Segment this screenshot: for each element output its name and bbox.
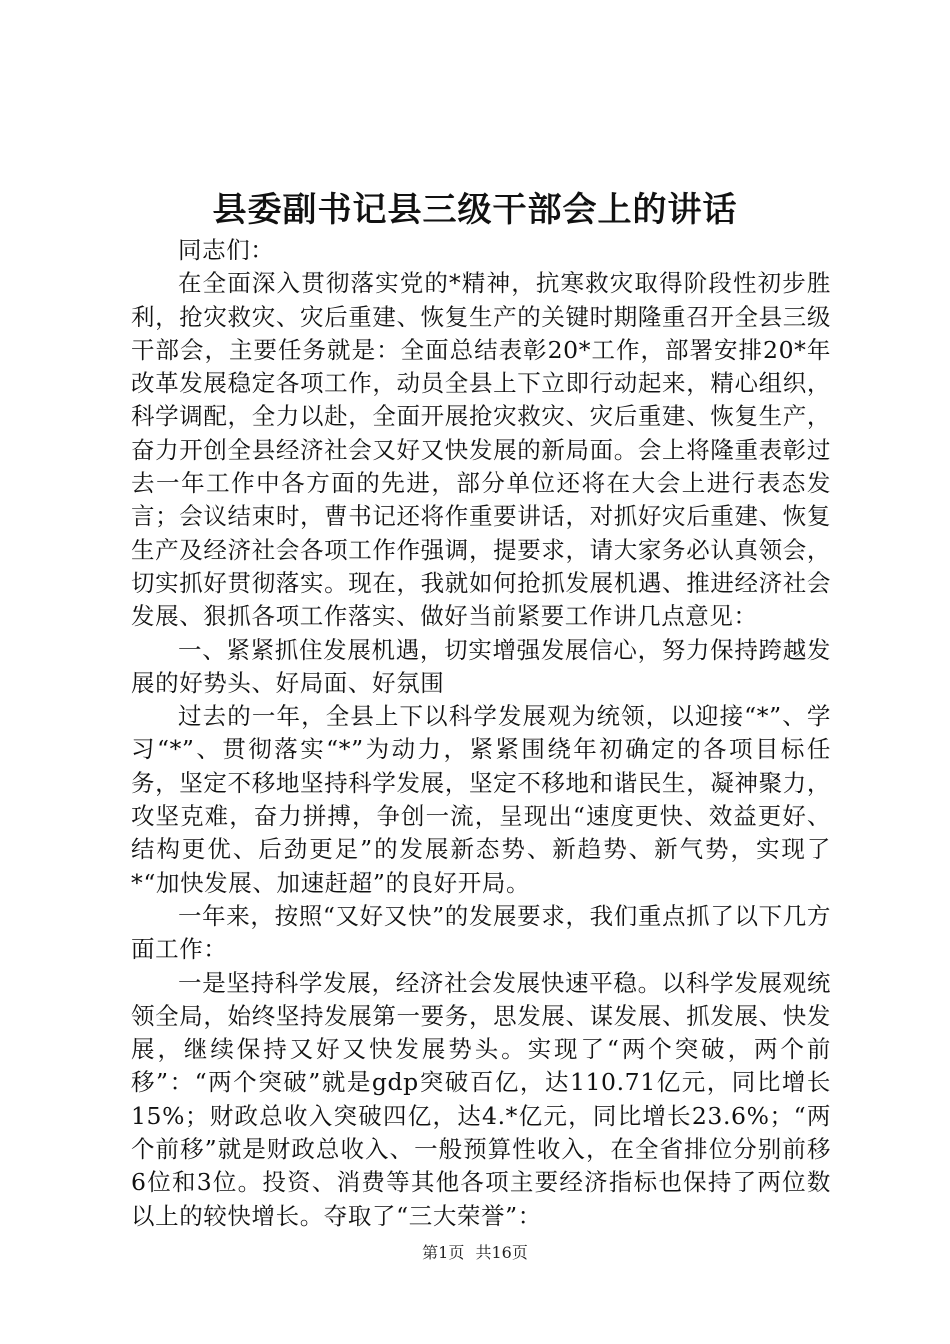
page-footer (0, 1241, 950, 1265)
body-paragraph: 在全面深入贯彻落实党的*精神，抗寒救灾取得阶段性初步胜利，抢灾救灾、灾后重建、恢复生产的关键时期隆重召开全县三级干部会，主要任务就是：全面总结表彰20*工作，部署安排20*年改革发展稳定各项工作，动员全县上下立即行动起来，精心组织，科学调配，全力以赴，全面开展抢灾救灾、灾后重建、恢复生产，奋力开创全县经济社会又好又快发展的新局面。会上将隆重表彰过去一年工作中各方面的先进，部分单位还将在大会上进行表态发言；会议结束时，曹书记还将作重要讲话，对抓好灾后重建、恢复生产及经济社会各项工作作强调，提要求，请大家务必认真领会，切实抓好贯彻落实。现在，我就如何抢抓发展机遇、推进经济社会发展、狠抓各项工作落实、做好当前紧要工作讲几点意见： (131, 269, 831, 631)
page-number: 第1页 (422, 1243, 465, 1262)
page-total: 共16页 (475, 1243, 528, 1262)
body-paragraph: 一是坚持科学发展，经济社会发展快速平稳。以科学发展观统领全局，始终坚持发展第一要务，思发展、谋发展、抓发展、快发展，继续保持又好又快发展势头。实现了“两个突破，两个前移”：“两个突破”就是gdp突破百亿，达110.71亿元，同比增长15%；财政总收入突破四亿，达4.*亿元，同比增长23.6%；“两个前移”就是财政总收入、一般预算性收入，在全省排位分别前移6位和3位。投资、消费等其他各项主要经济指标也保持了两位数以上的较快增长。夺取了“三大荣誉”： (131, 968, 831, 1230)
body-paragraph: 一年来，按照“又好又快”的发展要求，我们重点抓了以下几方面工作： (131, 901, 831, 964)
document-title: 县委副书记县三级干部会上的讲话 (212, 190, 738, 230)
section-heading-paragraph: 一、紧紧抓住发展机遇，切实增强发展信心，努力保持跨越发展的好势头、好局面、好氛围 (131, 635, 831, 697)
document-body (131, 234, 831, 1233)
salutation-paragraph: 同志们： (178, 236, 275, 264)
body-paragraph: 过去的一年，全县上下以科学发展观为统领，以迎接“*”、学习“*”、贯彻落实“*”为动力，紧紧围绕年初确定的各项目标任务，坚定不移地坚持科学发展，坚定不移地和谐民生，凝神聚力，攻坚克难，奋力拼搏，争创一流，呈现出“速度更快、效益更好、结构更优、后劲更足”的发展新态势、新趋势、新气势，实现了*“加快发展、加速赶超”的良好开局。 (131, 702, 831, 897)
